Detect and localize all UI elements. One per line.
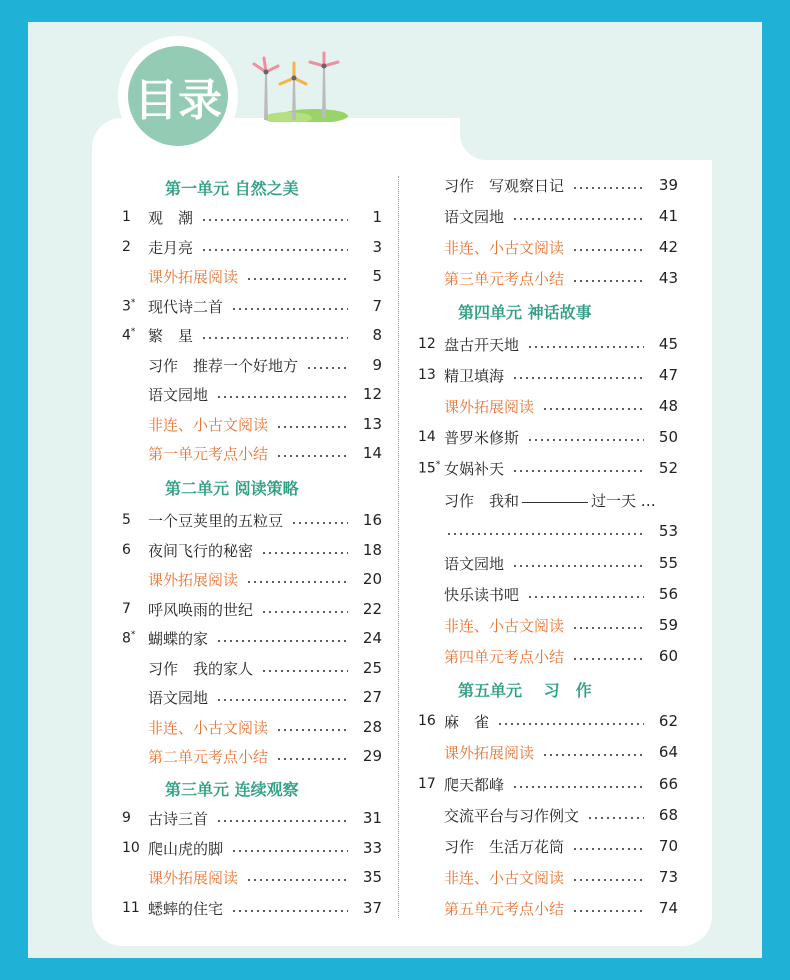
lesson-number: 7 — [122, 601, 131, 617]
lesson-number: 9 — [122, 810, 131, 826]
dot-leader — [572, 658, 644, 660]
toc-entry[interactable] — [418, 738, 678, 766]
dot-leader — [527, 596, 644, 598]
entry-title-part: 习作 我和 — [444, 491, 520, 510]
entry-title: 爬山虎的脚 — [148, 839, 224, 858]
lesson-number: 15* — [418, 459, 441, 477]
dot-leader — [201, 337, 348, 339]
lesson-optional-mark: * — [130, 629, 136, 640]
extra-reading-title: 课外拓展阅读 — [148, 267, 239, 286]
entry-title: 女娲补天 — [444, 459, 505, 478]
page-number: 50 — [658, 428, 678, 446]
dot-leader — [216, 640, 348, 642]
extra-reading-title: 课外拓展阅读 — [444, 743, 535, 762]
lesson-number: 14 — [418, 429, 436, 445]
page-number: 74 — [658, 899, 678, 917]
lesson-optional-mark: * — [130, 326, 136, 337]
card-notch — [460, 100, 712, 160]
dot-leader — [527, 439, 644, 441]
extra-reading-title: 第一单元考点小结 — [148, 444, 269, 463]
page-number: 29 — [362, 747, 382, 765]
lesson-number: 1 — [122, 209, 131, 225]
dot-leader — [542, 408, 644, 410]
page-number: 45 — [658, 335, 678, 353]
entry-title: 语文园地 — [444, 207, 505, 226]
toc-entry[interactable] — [418, 801, 678, 829]
extra-reading-title: 第五单元考点小结 — [444, 899, 565, 918]
toc-entry[interactable] — [418, 486, 678, 514]
extra-reading-title: 第二单元考点小结 — [148, 747, 269, 766]
entry-title: 走月亮 — [148, 238, 194, 257]
toc-entry[interactable] — [122, 894, 382, 922]
wind-turbine-icon — [244, 50, 354, 122]
toc-entry[interactable] — [418, 264, 678, 292]
page-number: 48 — [658, 397, 678, 415]
extra-reading-title: 课外拓展阅读 — [444, 397, 535, 416]
lesson-number: 5 — [122, 512, 131, 528]
page-number: 16 — [362, 511, 382, 529]
dot-leader — [261, 611, 348, 613]
unit-heading: 第四单元 神话故事 — [458, 302, 592, 322]
dot-leader — [246, 879, 348, 881]
entry-title: 精卫填海 — [444, 366, 505, 385]
entry-title: 蟋蟀的住宅 — [148, 899, 224, 918]
page-number: 42 — [658, 238, 678, 256]
toc-entry[interactable] — [418, 361, 678, 389]
dot-leader — [201, 219, 348, 221]
entry-title: 语文园地 — [148, 385, 209, 404]
lesson-number: 8* — [122, 629, 136, 647]
dot-leader — [276, 426, 348, 428]
toc-entry[interactable] — [418, 392, 678, 420]
dot-leader — [276, 729, 348, 731]
dot-leader — [306, 367, 348, 369]
toc-entry[interactable] — [418, 171, 678, 199]
toc-entry[interactable] — [122, 410, 382, 438]
dot-leader — [512, 786, 644, 788]
entry-title: 普罗米修斯 — [444, 428, 520, 447]
page-number: 31 — [362, 809, 382, 827]
dot-leader — [291, 522, 348, 524]
entry-title-part: 过一天 … — [591, 491, 656, 510]
entry-title: 现代诗二首 — [148, 297, 224, 316]
toc-entry[interactable] — [122, 565, 382, 593]
toc-entry[interactable] — [418, 330, 678, 358]
lesson-number: 10 — [122, 840, 140, 856]
page-number: 41 — [658, 207, 678, 225]
dot-leader — [497, 723, 644, 725]
toc-entry[interactable] — [418, 423, 678, 451]
entry-title: 语文园地 — [444, 554, 505, 573]
entry-title: 繁 星 — [148, 326, 194, 345]
lesson-number: 6 — [122, 542, 131, 558]
dot-leader — [587, 817, 644, 819]
page-number: 22 — [362, 600, 382, 618]
page-number: 5 — [372, 267, 382, 285]
page-number: 62 — [658, 712, 678, 730]
dot-leader — [446, 533, 644, 535]
lesson-optional-mark: * — [130, 297, 136, 308]
toc-entry[interactable] — [122, 863, 382, 891]
toc-entry[interactable] — [122, 713, 382, 741]
toc-entry[interactable] — [122, 439, 382, 467]
toc-entry[interactable] — [418, 832, 678, 860]
page-number: 3 — [372, 238, 382, 256]
lesson-number: 4* — [122, 326, 136, 344]
toc-entry[interactable] — [418, 580, 678, 608]
page-number: 27 — [362, 688, 382, 706]
page-number: 9 — [372, 356, 382, 374]
dot-leader — [246, 581, 348, 583]
lesson-number: 11 — [122, 900, 140, 916]
page-number: 70 — [658, 837, 678, 855]
lesson-optional-mark: * — [435, 459, 441, 470]
page-number: 73 — [658, 868, 678, 886]
dot-leader — [512, 218, 644, 220]
page-number: 66 — [658, 775, 678, 793]
dot-leader — [572, 910, 644, 912]
lesson-number: 3* — [122, 297, 136, 315]
entry-title: 一个豆荚里的五粒豆 — [148, 511, 284, 530]
entry-title: 呼风唤雨的世纪 — [148, 600, 254, 619]
toc-entry[interactable] — [122, 654, 382, 682]
page-number: 59 — [658, 616, 678, 634]
entry-title: 爬天都峰 — [444, 775, 505, 794]
toc-entry[interactable] — [418, 770, 678, 798]
unit-heading: 第二单元 阅读策略 — [165, 478, 299, 498]
unit-heading: 第五单元 习 作 — [458, 680, 592, 700]
extra-reading-title: 非连、小古文阅读 — [444, 238, 565, 257]
dot-leader — [231, 850, 348, 852]
dot-leader — [276, 758, 348, 760]
lesson-number: 16 — [418, 713, 436, 729]
lesson-number: 17 — [418, 776, 436, 792]
page-number: 43 — [658, 269, 678, 287]
entry-title: 快乐读书吧 — [444, 585, 520, 604]
page-number: 14 — [362, 444, 382, 462]
page-number: 39 — [658, 176, 678, 194]
dot-leader — [527, 346, 644, 348]
extra-reading-title: 非连、小古文阅读 — [148, 718, 269, 737]
extra-reading-title: 非连、小古文阅读 — [444, 868, 565, 887]
page-number: 20 — [362, 570, 382, 588]
toc-entry[interactable] — [418, 642, 678, 670]
dot-leader — [572, 249, 644, 251]
dot-leader — [261, 670, 348, 672]
toc-entry[interactable] — [418, 863, 678, 891]
dot-leader — [572, 280, 644, 282]
page-number: 25 — [362, 659, 382, 677]
page-number: 7 — [372, 297, 382, 315]
page-number: 64 — [658, 743, 678, 761]
entry-title: 习作 生活万花筒 — [444, 837, 565, 856]
dot-leader — [512, 565, 644, 567]
entry-title: 麻 雀 — [444, 712, 490, 731]
dot-leader — [572, 848, 644, 850]
toc-entry[interactable] — [122, 292, 382, 320]
toc-entry[interactable] — [418, 202, 678, 230]
page-number: 1 — [372, 208, 382, 226]
lesson-number: 13 — [418, 367, 436, 383]
page-number: 24 — [362, 629, 382, 647]
toc-entry[interactable] — [418, 233, 678, 261]
toc-entry[interactable] — [418, 894, 678, 922]
toc-entry[interactable] — [418, 517, 678, 545]
dot-leader — [261, 552, 348, 554]
page-number: 33 — [362, 839, 382, 857]
toc-entry[interactable] — [122, 203, 382, 231]
page-number: 13 — [362, 415, 382, 433]
unit-heading: 第三单元 连续观察 — [165, 779, 299, 799]
page-number: 60 — [658, 647, 678, 665]
page-number: 53 — [658, 522, 678, 540]
page-number: 28 — [362, 718, 382, 736]
toc-entry[interactable] — [122, 834, 382, 862]
toc-entry[interactable] — [122, 683, 382, 711]
dot-leader — [246, 278, 348, 280]
page-number: 52 — [658, 459, 678, 477]
toc-entry[interactable] — [122, 624, 382, 652]
dot-leader — [572, 879, 644, 881]
fill-in-blank — [522, 502, 588, 503]
toc-entry[interactable] — [122, 380, 382, 408]
dot-leader — [572, 627, 644, 629]
toc-entry[interactable] — [418, 707, 678, 735]
dot-leader — [216, 699, 348, 701]
toc-entry[interactable] — [122, 506, 382, 534]
entry-title: 观 潮 — [148, 208, 194, 227]
page-number: 37 — [362, 899, 382, 917]
page-number: 18 — [362, 541, 382, 559]
extra-reading-title: 非连、小古文阅读 — [444, 616, 565, 635]
dot-leader — [231, 308, 348, 310]
toc-entry[interactable] — [122, 351, 382, 379]
page-number: 8 — [372, 326, 382, 344]
dot-leader — [201, 249, 348, 251]
entry-title: 习作 推荐一个好地方 — [148, 356, 299, 375]
toc-entry[interactable] — [122, 742, 382, 770]
page-number: 56 — [658, 585, 678, 603]
entry-title: 古诗三首 — [148, 809, 209, 828]
dot-leader — [276, 455, 348, 457]
entry-title: 夜间飞行的秘密 — [148, 541, 254, 560]
entry-title: 习作 我的家人 — [148, 659, 254, 678]
extra-reading-title: 课外拓展阅读 — [148, 868, 239, 887]
dot-leader — [542, 754, 644, 756]
extra-reading-title: 第三单元考点小结 — [444, 269, 565, 288]
extra-reading-title: 第四单元考点小结 — [444, 647, 565, 666]
page-number: 35 — [362, 868, 382, 886]
dot-leader — [512, 377, 644, 379]
unit-heading: 第一单元 自然之美 — [165, 178, 299, 198]
toc-entry[interactable] — [122, 536, 382, 564]
toc-entry[interactable] — [122, 233, 382, 261]
dot-leader — [572, 187, 644, 189]
toc-entry[interactable] — [122, 595, 382, 623]
dot-leader — [216, 396, 348, 398]
toc-entry[interactable] — [418, 549, 678, 577]
entry-title — [444, 490, 656, 511]
lesson-number: 12 — [418, 336, 436, 352]
toc-entry[interactable] — [122, 262, 382, 290]
toc-entry[interactable] — [122, 321, 382, 349]
entry-title: 习作 写观察日记 — [444, 176, 565, 195]
page-number: 47 — [658, 366, 678, 384]
page-title: 目录 — [128, 46, 228, 146]
extra-reading-title: 非连、小古文阅读 — [148, 415, 269, 434]
toc-entry[interactable] — [418, 454, 678, 482]
entry-title: 交流平台与习作例文 — [444, 806, 580, 825]
lesson-number: 2 — [122, 239, 131, 255]
entry-title: 蝴蝶的家 — [148, 629, 209, 648]
page-number: 55 — [658, 554, 678, 572]
extra-reading-title: 课外拓展阅读 — [148, 570, 239, 589]
column-divider — [398, 176, 399, 918]
toc-entry[interactable] — [122, 804, 382, 832]
dot-leader — [512, 470, 644, 472]
entry-title: 盘古开天地 — [444, 335, 520, 354]
page-number: 68 — [658, 806, 678, 824]
page-number: 12 — [362, 385, 382, 403]
toc-entry[interactable] — [418, 611, 678, 639]
entry-title: 语文园地 — [148, 688, 209, 707]
dot-leader — [216, 820, 348, 822]
dot-leader — [231, 910, 348, 912]
